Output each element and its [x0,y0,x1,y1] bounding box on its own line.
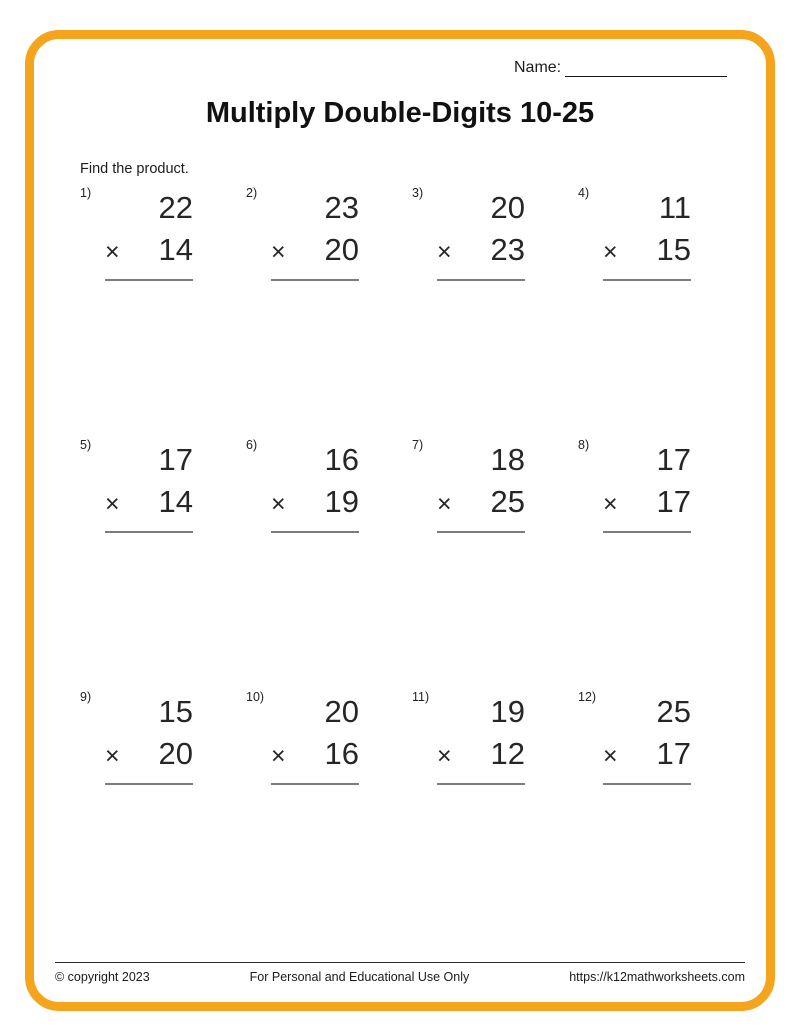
multiplier: 20 [158,736,193,771]
footer-divider [55,962,745,963]
answer-space [271,281,359,401]
multiply-sign: × [271,238,286,266]
footer [55,970,745,984]
multiplier: 23 [490,232,525,267]
answer-space [437,533,525,653]
multiplier-row [271,230,359,281]
answer-space [437,281,525,401]
problem-number-label: 12) [578,690,597,704]
problem-block [105,438,193,653]
problem-cell [246,438,412,690]
problem-block [437,690,525,905]
problem-block [105,690,193,905]
problem-block [271,438,359,653]
problem-block [271,690,359,905]
multiplier-row [603,482,691,533]
answer-space [603,281,691,401]
multiplier-row [603,734,691,785]
problem-block [437,186,525,401]
multiplier-row [603,230,691,281]
multiplicand: 11 [658,190,691,225]
footer-url: https://k12mathworksheets.com [569,970,745,984]
problem-cell [412,690,578,942]
multiplier: 14 [158,232,193,267]
multiplicand: 23 [324,190,359,225]
problem-cell [578,438,744,690]
problem-block [603,690,691,905]
problem-cell [246,690,412,942]
problem-block [437,438,525,653]
problem-number-label: 7) [412,438,424,452]
multiply-sign: × [603,490,618,518]
multiplier: 17 [656,484,691,519]
multiply-sign: × [105,490,120,518]
multiplicand: 18 [490,442,525,477]
multiplier-row [271,482,359,533]
multiply-sign: × [437,490,452,518]
problem-block [603,186,691,401]
multiplicand: 15 [158,694,193,729]
problem-cell [80,186,246,438]
problem-number-label: 11) [412,690,430,704]
multiply-sign: × [437,742,452,770]
problem-block [271,186,359,401]
multiply-sign: × [271,742,286,770]
multiplicand: 17 [656,442,691,477]
problem-number-label: 8) [578,438,590,452]
problems-grid [80,186,744,942]
multiplicand: 16 [324,442,359,477]
answer-space [271,533,359,653]
problem-number-label: 1) [80,186,92,200]
page-title: Multiply Double-Digits 10-25 [205,97,595,129]
multiplier: 20 [324,232,359,267]
name-blank-line [565,58,727,77]
problem-number-label: 5) [80,438,92,452]
instruction-text: Find the product. [80,161,189,177]
multiplicand: 22 [158,190,193,225]
multiplier: 14 [158,484,193,519]
multiply-sign: × [603,238,618,266]
problem-cell [412,438,578,690]
problem-number-label: 4) [578,186,590,200]
answer-space [105,785,193,905]
multiply-sign: × [603,742,618,770]
problem-cell [80,690,246,942]
footer-usage-note: For Personal and Educational Use Only [249,970,470,984]
answer-space [271,785,359,905]
footer-copyright: © copyright 2023 [55,970,150,984]
problem-number-label: 3) [412,186,424,200]
problem-block [603,438,691,653]
multiplicand: 25 [656,694,691,729]
problem-cell [578,690,744,942]
problem-number-label: 10) [246,690,265,704]
answer-space [437,785,525,905]
multiplier: 19 [324,484,359,519]
multiplier-row [105,230,193,281]
multiply-sign: × [105,742,120,770]
problem-block [105,186,193,401]
multiplicand: 17 [158,442,193,477]
name-row [514,58,727,77]
multiplier: 25 [490,484,525,519]
multiplicand: 20 [490,190,525,225]
multiplier: 12 [490,736,525,771]
answer-space [603,785,691,905]
answer-space [603,533,691,653]
multiplier-row [437,482,525,533]
answer-space [105,281,193,401]
problem-number-label: 2) [246,186,258,200]
multiplier-row [437,734,525,785]
problem-cell [412,186,578,438]
multiply-sign: × [271,490,286,518]
multiplier-row [105,734,193,785]
multiplicand: 20 [324,694,359,729]
problem-cell [80,438,246,690]
multiplier-row [437,230,525,281]
answer-space [105,533,193,653]
problem-cell [578,186,744,438]
multiply-sign: × [105,238,120,266]
name-label: Name: [514,59,562,76]
multiplier-row [105,482,193,533]
problem-number-label: 9) [80,690,92,704]
multiply-sign: × [437,238,452,266]
multiplier: 16 [324,736,359,771]
multiplicand: 19 [490,694,525,729]
problem-cell [246,186,412,438]
multiplier: 17 [656,736,691,771]
problem-number-label: 6) [246,438,258,452]
multiplier-row [271,734,359,785]
multiplier: 15 [656,232,691,267]
